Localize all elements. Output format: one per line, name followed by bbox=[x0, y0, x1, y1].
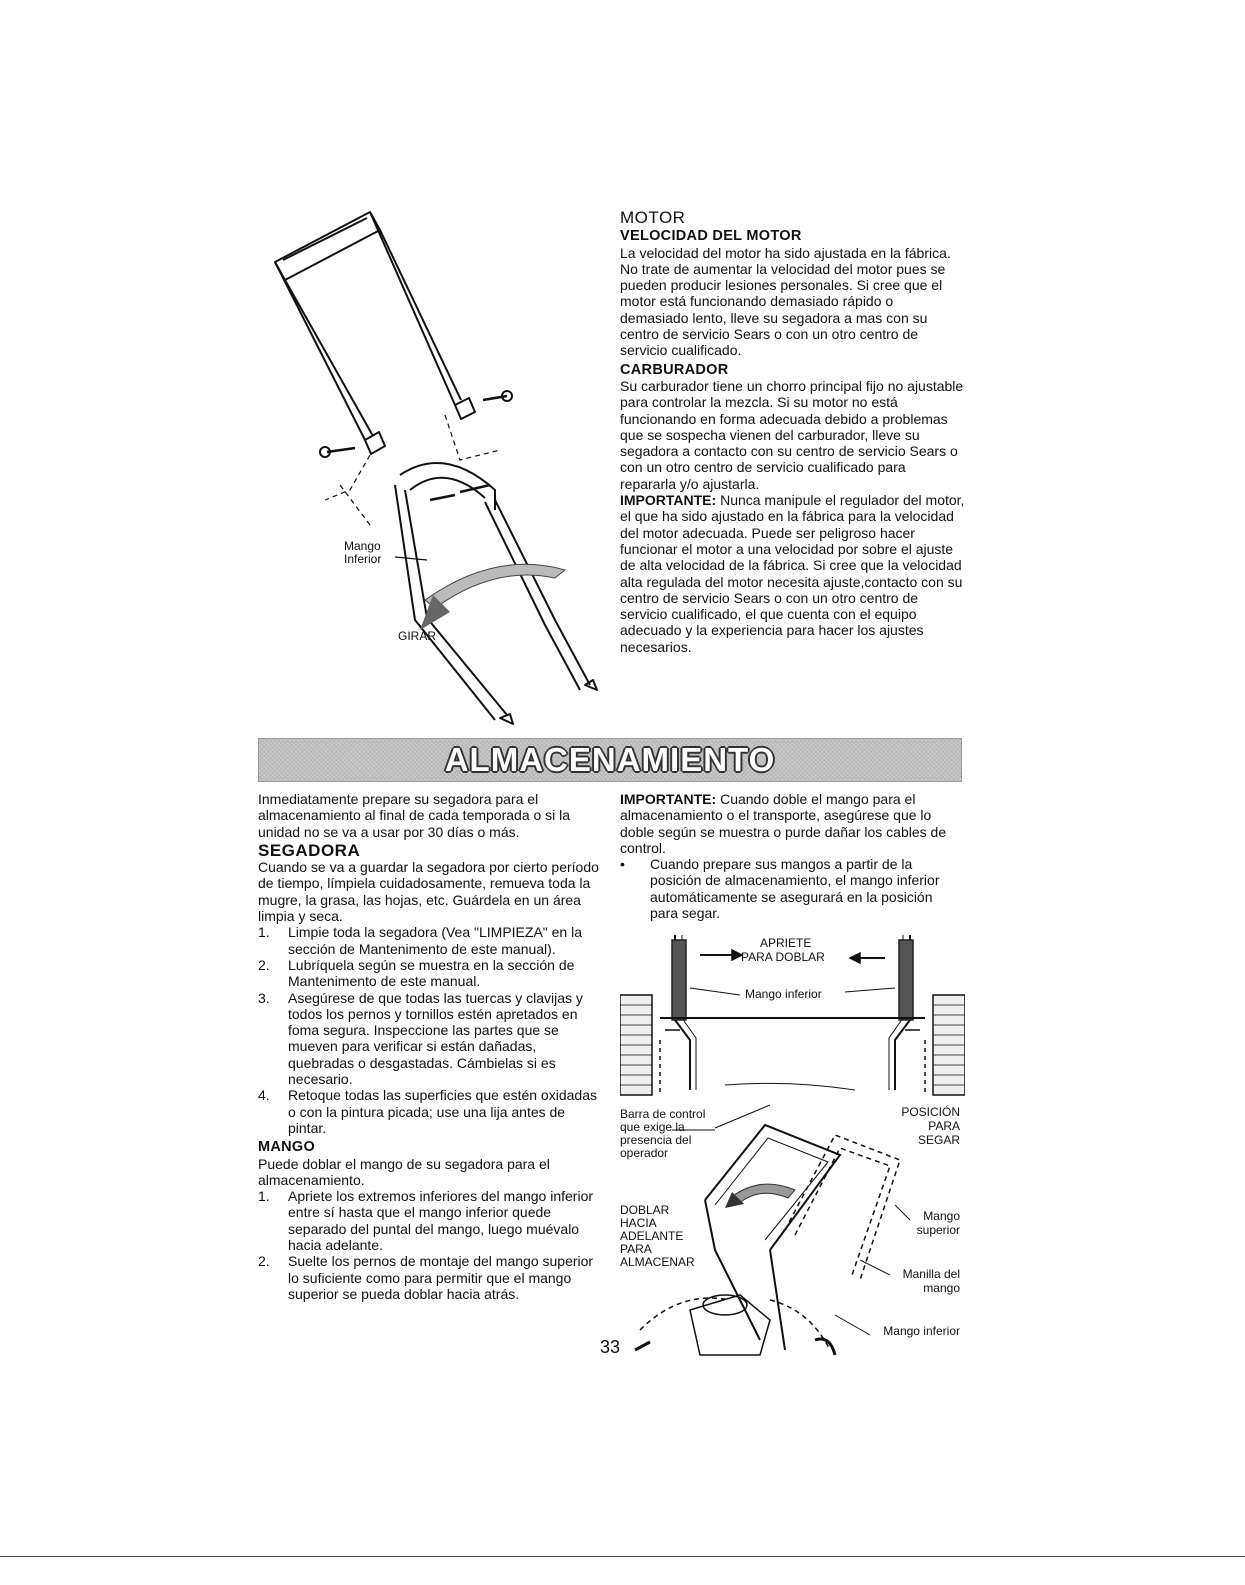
left-column bbox=[258, 791, 603, 1302]
label-doblar-1: DOBLAR bbox=[620, 1203, 670, 1217]
bullet-item: • Cuando prepare sus mangos a partir de la posición de almacenamiento, el mango inferior automáticamente se asegurará en la posición para segar. bbox=[620, 856, 940, 922]
label-barra-4: operador bbox=[620, 1146, 669, 1160]
label-doblar-2: HACIA bbox=[620, 1216, 657, 1230]
label-doblar-3: ADELANTE bbox=[620, 1229, 684, 1243]
list-item: 1. Limpie toda la segadora (Vea "LIMPIEZA" en la sección de Mantenimento de este manual). bbox=[258, 924, 582, 957]
mango-text: Puede doblar el mango de su segadora para el almacenamiento. bbox=[258, 1155, 550, 1188]
page-number: 33 bbox=[600, 1337, 621, 1357]
label-mango-inferior-mid: Mango inferior bbox=[745, 987, 822, 1001]
label-mango: Mango bbox=[344, 539, 381, 553]
list-item: 4. Retoque todas las superficies que estén oxidadas o con la pintura picada; use una lija antes de pintar. bbox=[258, 1087, 597, 1136]
list-item: 1. Apriete los extremos inferiores del mango inferior entre sí hasta que el mango inferior quede separado del puntal del mango, luego muévalo hacia adelante. bbox=[258, 1188, 594, 1254]
label-mango-superior-1: Mango bbox=[923, 1209, 960, 1223]
label-mango-inferior-bottom: Mango inferior bbox=[883, 1324, 960, 1338]
label-manilla-1: Manilla del bbox=[902, 1267, 960, 1281]
label-apriete: APRIETE bbox=[760, 936, 812, 950]
motor-importante-text: Nunca manipule el regulador del motor, el que ha sido ajustado en la fábrica para la velocidad del motor adecuada. Puede ser peligroso hacer funcionar el motor a una velocidad por sobre el ajuste de alta velocidad de la fábrica. Si cree que la velocidad alta regulada del motor necesita ajuste,contacto con su centro de servicio Sears o con un otro centro de servicio cualificado, el que cuenta con el equipo adecuado y la experiencia para hacer los ajustes necesarios. bbox=[620, 492, 965, 655]
motor-title: MOTOR bbox=[620, 208, 686, 227]
label-manilla-2: mango bbox=[923, 1281, 960, 1295]
mango-title: MANGO bbox=[258, 1139, 316, 1156]
almacenamiento-banner bbox=[258, 738, 962, 782]
segadora-steps bbox=[258, 924, 603, 1136]
mango-steps bbox=[258, 1188, 603, 1302]
segadora-title: SEGADORA bbox=[258, 840, 361, 860]
label-para-doblar: PARA DOBLAR bbox=[741, 950, 825, 964]
label-barra-1: Barra de control bbox=[620, 1107, 706, 1121]
label-inferior: Inferior bbox=[344, 552, 382, 566]
carburador-text: Su carburador tiene un chorro principal fijo no ajustable para controlar la mezcla. Si su motor no está funcionando en forma adecuada debido a problemas que se sospecha vienen del carburador, lleve su segadora a contacto con su centro de servicio Sears o con un otro centro de servicio cualificado para repararla y/o ajustarla. bbox=[620, 377, 964, 492]
label-doblar-4: PARA bbox=[620, 1242, 652, 1256]
carburador-title: CARBURADOR bbox=[620, 361, 729, 378]
segadora-text: Cuando se va a guardar la segadora por cierto período de tiempo, límpiela cuidadosamente, remueva toda la mugre, la grasa, las hojas, etc. Guárdela en un área limpia y seca. bbox=[258, 859, 599, 925]
right-column bbox=[620, 791, 962, 921]
label-posicion: POSICIÓN bbox=[901, 1105, 960, 1119]
label-segar: SEGAR bbox=[917, 1133, 960, 1147]
motor-importante bbox=[620, 492, 965, 655]
velocidad-text: La velocidad del motor ha sido ajustada en la fábrica. No trate de aumentar la velocidad del motor pues se pueden producir lesiones personales. Si cree que el motor está funcionando demasiado rápido o demasiado lento, lleve su segadora a mas con su centro de servicio Sears o con un otro centro de servicio cualificado. bbox=[620, 244, 951, 359]
intro-text: Inmediatamente prepare su segadora para el almacenamiento al final de cada temporada o si la unidad no se va a usar por 30 días o más. bbox=[258, 791, 571, 840]
velocidad-title: VELOCIDAD DEL MOTOR bbox=[620, 228, 802, 245]
motor-section bbox=[620, 210, 965, 655]
list-item: 2. Suelte los pernos de montaje del mango superior lo suficiente como para permitir que el mango superior se pueda doblar hacia atrás. bbox=[258, 1253, 594, 1302]
label-barra-3: presencia del bbox=[620, 1133, 692, 1147]
label-girar: GIRAR bbox=[398, 629, 437, 643]
label-mango-superior-2: superior bbox=[916, 1223, 960, 1237]
right-importante bbox=[620, 791, 962, 856]
label-para: PARA bbox=[928, 1119, 960, 1133]
banner-title: ALMACENAMIENTO bbox=[444, 741, 776, 778]
label-doblar-5: ALMACENAR bbox=[620, 1255, 695, 1269]
right-importante-label: IMPORTANTE: bbox=[620, 791, 717, 807]
list-item: 3. Asegúrese de que todas las tuercas y clavijas y todos los pernos y tornillos estén apretados en foma segura. Inspeccione las partes que se mueven para verificar si están dañadas, quebradas o desgastadas. Cámbielas si es necesario. bbox=[258, 989, 583, 1088]
bottom-divider bbox=[0, 1556, 1245, 1557]
motor-importante-label: IMPORTANTE: bbox=[620, 492, 717, 509]
handle-assembly-illustration bbox=[255, 200, 605, 730]
list-item: 2. Lubríquela según se muestra en la sección de Mantenimento de este manual. bbox=[258, 956, 575, 990]
right-importante-text: Cuando doble el mango para el almacenamiento o el transporte, asegúrese que lo doble según se muestra o purde dañar los cables de control. bbox=[620, 791, 947, 856]
label-barra-2: que exige la bbox=[620, 1120, 685, 1134]
